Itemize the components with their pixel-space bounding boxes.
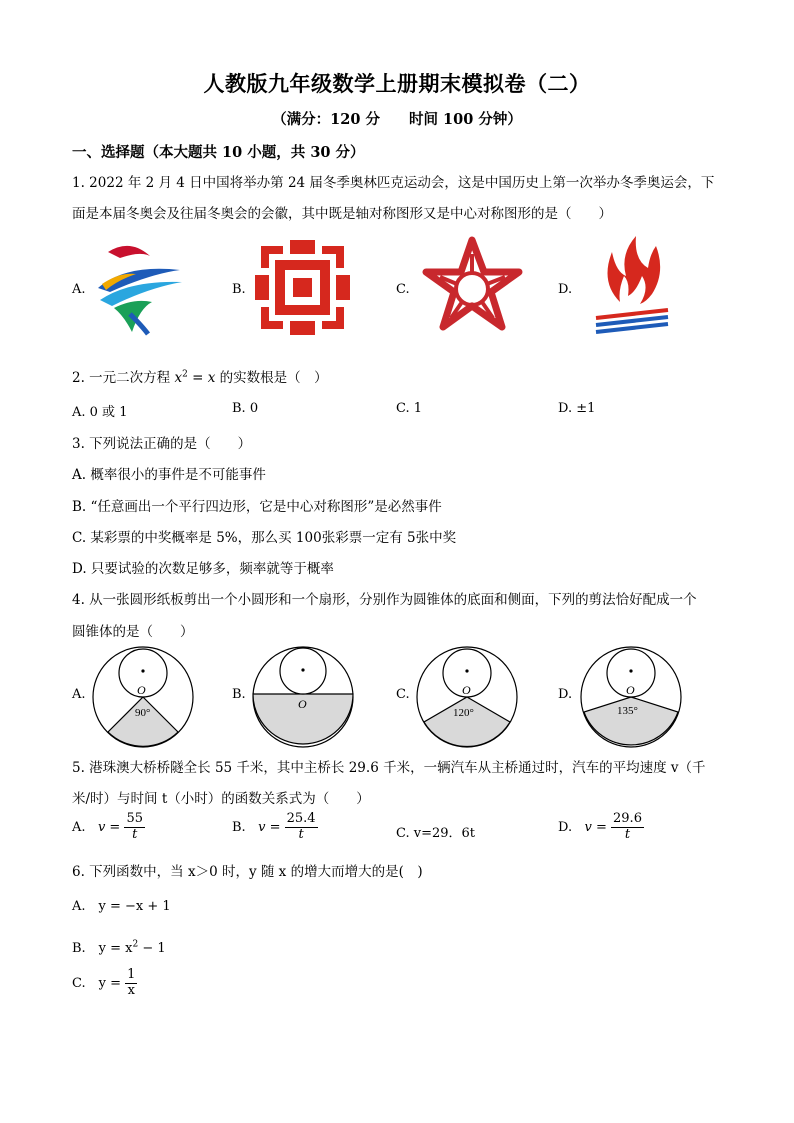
page-title: 人教版九年级数学上册期末模拟卷（二）	[203, 71, 591, 96]
q5-option-c: C. v=29．6t	[396, 826, 476, 841]
cone-cut-diagram-b	[250, 644, 356, 750]
angle-label-c: 120°	[453, 707, 474, 719]
q2-option-c: C. 1	[396, 401, 423, 416]
red-square-emblem-icon	[255, 240, 350, 335]
q1-line2: 面是本届冬奥会及往届冬奥会的会徽，其中既是轴对称图形又是中心对称图形的是（ ）	[72, 206, 612, 222]
snowflake-star-emblem-icon	[420, 234, 525, 339]
q2-stem: 2. 一元二次方程 $x^2 = x$ 的实数根是（ ）	[72, 369, 328, 386]
q4-label-b: B.	[232, 687, 246, 702]
q1-label-a: A.	[72, 282, 86, 297]
q1-label-c: C.	[396, 282, 410, 297]
q4-label-a: A.	[72, 687, 86, 702]
cone-cut-diagram-c	[414, 644, 520, 750]
q5-option-b: B. v = $\frac{25.4}{t}$	[232, 811, 316, 842]
q1-line1: 1. 2022 年 2 月 4 日中国将举办第 24 届冬季奥林匹克运动会，这是中国历史上第一次举办冬季奥运会，下	[72, 175, 715, 191]
q6-stem: 6. 下列函数中，当 x＞0 时，y 随 x 的增大而增大的是( )	[72, 864, 423, 880]
q1-label-d: D.	[558, 282, 573, 297]
center-o-label: O	[137, 683, 146, 697]
q2-option-a: A. 0 或 1	[72, 405, 128, 420]
center-o-label: O	[298, 697, 307, 711]
q6-option-b: B. $y = x^2 - 1$	[72, 939, 166, 956]
q5-option-a: A. v = $\frac{55}{t}$	[72, 811, 143, 842]
section-heading: 一、选择题（本大题共 10 小题，共 30 分）	[72, 144, 365, 161]
q4-label-d: D.	[558, 687, 573, 702]
cone-cut-diagram-d	[578, 644, 684, 750]
cone-cut-diagram-a	[90, 644, 196, 750]
q4-label-c: C.	[396, 687, 410, 702]
beijing-2022-emblem-icon	[90, 236, 190, 336]
center-o-label: O	[626, 683, 635, 697]
q2-option-b: B. 0	[232, 401, 259, 416]
q5-line1: 5. 港珠澳大桥桥隧全长 55 千米，其中主桥长 29.6 千米，一辆汽车从主桥通过时，汽车的平均速度 v（千	[72, 760, 706, 776]
angle-label-a: 90°	[135, 707, 151, 719]
exam-info: （满分：120 分 时间 100 分钟）	[272, 111, 522, 128]
q3-stem: 3. 下列说法正确的是（ ）	[72, 436, 252, 452]
q1-label-b: B.	[232, 282, 246, 297]
center-o-label: O	[462, 683, 471, 697]
q3-option-b: B. “任意画出一个平行四边形，它是中心对称图形”是必然事件	[72, 499, 442, 515]
q3-option-d: D. 只要试验的次数足够多，频率就等于概率	[72, 561, 334, 577]
q4-line2: 圆锥体的是（ ）	[72, 624, 194, 640]
q2-option-d: D. ±1	[558, 401, 596, 416]
q3-option-c: C. 某彩票的中奖概率是 5%，那么买 100张彩票一定有 5张中奖	[72, 530, 457, 546]
flame-emblem-icon	[590, 232, 675, 342]
angle-label-d: 135°	[617, 705, 638, 717]
q6-option-a: A. y = −x + 1	[72, 899, 171, 914]
q6-option-c: C. y = $\frac{1}{x}$	[72, 967, 136, 998]
q5-line2: 米/时）与时间 t（小时）的函数关系式为（ ）	[72, 791, 370, 807]
q3-option-a: A. 概率很小的事件是不可能事件	[72, 467, 266, 483]
q5-option-d: D. v = $\frac{29.6}{t}$	[558, 811, 642, 842]
q4-line1: 4. 从一张圆形纸板剪出一个小圆形和一个扇形，分别作为圆锥体的底面和侧面，下列的剪法恰好配成一个	[72, 592, 697, 608]
